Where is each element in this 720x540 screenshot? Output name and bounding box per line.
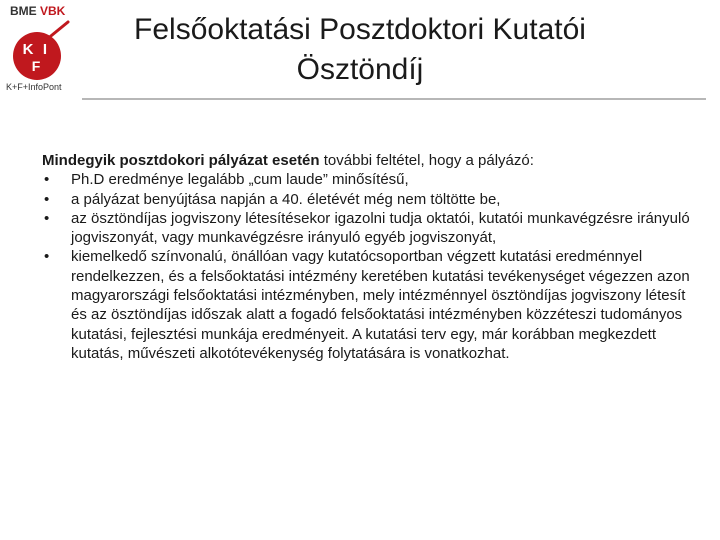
page-title [80,10,640,90]
requirements-list [42,170,692,363]
bme-vbk-logo [6,4,78,96]
list-item [42,190,692,209]
emblem-letter-k: K [22,41,34,58]
list-item [42,247,692,363]
emblem-letter-i: I [42,41,48,58]
intro-rest: további feltétel, hogy a pályázó: [319,152,534,169]
list-item-text: a pályázat benyújtása napján a 40. életévét még nem töltötte be, [71,190,501,208]
list-item-text: Ph.D eredménye legalább „cum laude” minősítésű, [71,171,409,189]
logo-header [10,4,78,18]
list-item-text: az ösztöndíjas jogviszony létesítésekor igazolni tudja oktatói, kutatói munkavégzésre irányuló jogviszonyát, vagy munkavégzésre irányuló egyéb jogviszonyát, [71,209,690,247]
list-item [42,209,692,248]
logo-vbk-text: VBK [40,4,66,18]
logo-infopont-text: K+F+InfoPont [6,82,62,92]
bullet-icon: • [44,171,50,189]
bullet-icon: • [44,209,50,227]
list-item [42,170,692,189]
logo-bme-text: BME [10,4,37,18]
emblem-letter-f: F [31,58,41,74]
bullet-icon: • [44,190,50,208]
body-text [42,151,692,363]
kif-emblem-icon [6,20,72,82]
intro-paragraph [42,151,692,170]
title-line-1: Felsőoktatási Posztdoktori Kutatói [134,13,586,46]
title-line-2: Ösztöndíj [296,53,424,86]
list-item-text: kiemelkedő színvonalú, önállóan vagy kutatócsoportban végzett kutatási eredménnyel rendelkezzen, és a felsőoktatási intézmény keretében kutatási tevékenységet végezzen azon magyarországi felsőoktatási intézményben, mely intézménnyel ösztöndíjas jogviszony létesít és az ösztöndíjas időszak alatt a fogadó felsőoktatási intézményben közzéteszi tudományos kutatási, fejlesztési munkája eredményeit. A kutatási terv egy, már korábban megkezdett kutatás, művészeti alkotótevékenység folytatására is vonatkozhat. [71,248,690,362]
bullet-icon: • [44,248,50,266]
title-divider [82,98,706,100]
intro-bold: Mindegyik posztdokori pályázat esetén [42,152,320,169]
